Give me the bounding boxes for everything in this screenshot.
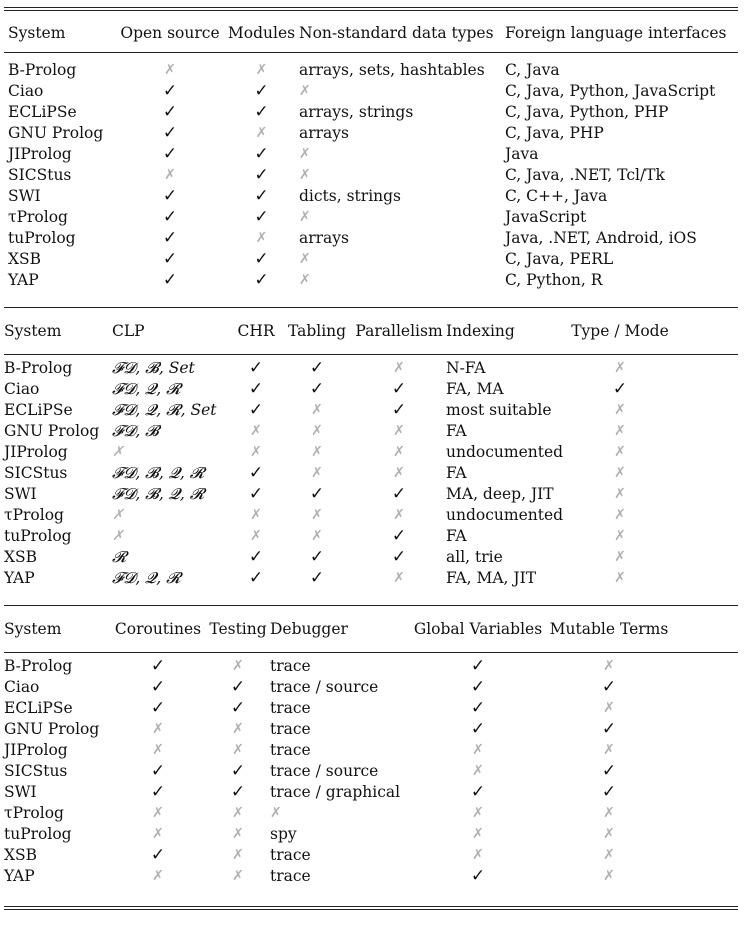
mutable-terms-mark: ✓: [601, 782, 617, 802]
system-name: SICStus: [8, 166, 72, 184]
parallelism-mark: ✗: [393, 570, 405, 586]
indexing-cell: N-FA: [446, 359, 486, 377]
modules-mark: ✓: [254, 102, 269, 122]
clp-cell: 𝓕𝓓, 𝓑, 𝓠, 𝓡: [112, 464, 205, 482]
open-source-mark: ✓: [162, 249, 178, 269]
coroutines-mark: ✗: [152, 742, 164, 758]
indexing-cell: MA, deep, JIT: [446, 485, 554, 503]
system-name: GNU Prolog: [4, 422, 100, 440]
mutable-terms-mark: ✗: [603, 742, 615, 758]
top-rule: [4, 7, 738, 8]
coroutines-mark: ✗: [152, 805, 164, 821]
type-mode-mark: ✗: [614, 507, 626, 523]
data-types-cell: arrays: [299, 124, 350, 142]
coroutines-mark: ✓: [150, 656, 166, 676]
clp-cell: 𝓕𝓓, 𝓑, 𝓠, 𝓡: [112, 485, 205, 503]
global-variables-mark: ✗: [472, 805, 484, 821]
data-types-cell: ✗: [299, 209, 311, 225]
system-name: YAP: [8, 271, 39, 289]
system-name: τProlog: [4, 506, 64, 524]
debugger-cell: trace: [270, 741, 311, 759]
system-name: SICStus: [4, 464, 68, 482]
table-row: [4, 207, 738, 228]
header-type-mode: Type / Mode: [571, 322, 669, 340]
type-mode-mark: ✗: [614, 465, 626, 481]
open-source-mark: ✓: [162, 102, 178, 122]
global-variables-mark: ✓: [470, 677, 486, 697]
chr-mark: ✓: [248, 358, 264, 378]
indexing-cell: undocumented: [446, 506, 564, 524]
global-variables-mark: ✗: [472, 763, 484, 779]
modules-mark: ✓: [254, 165, 269, 185]
debugger-cell: ✗: [270, 805, 282, 821]
open-source-mark: ✓: [162, 207, 178, 227]
clp-cell: ✗: [112, 528, 124, 544]
tools-table: [4, 614, 738, 887]
debugger-cell: spy: [270, 825, 297, 843]
system-name: JIProlog: [8, 145, 72, 163]
debugger-cell: trace: [270, 657, 311, 675]
table-row: [4, 463, 738, 484]
testing-mark: ✗: [232, 826, 244, 842]
system-name: YAP: [4, 569, 35, 587]
header-clp: CLP: [112, 322, 145, 340]
system-name: XSB: [8, 250, 42, 268]
header-coroutines: Coroutines: [114, 620, 202, 638]
indexing-cell: FA, MA: [446, 380, 504, 398]
tabling-mark: ✓: [309, 484, 325, 504]
global-variables-mark: ✓: [470, 698, 486, 718]
modules-mark: ✓: [254, 144, 269, 164]
open-source-mark: ✓: [162, 81, 178, 101]
header-tabling: Tabling: [287, 322, 347, 340]
parallelism-mark: ✓: [391, 547, 407, 567]
bottom-rule: [4, 906, 738, 907]
open-source-mark: ✗: [164, 62, 176, 78]
tabling-mark: ✓: [309, 547, 325, 567]
header-system: System: [4, 322, 62, 340]
chr-mark: ✗: [250, 528, 262, 544]
header-modules: Modules: [227, 24, 296, 42]
parallelism-mark: ✗: [393, 444, 405, 460]
table-row: [4, 186, 738, 207]
mutable-terms-mark: ✗: [603, 868, 615, 884]
data-types-cell: arrays, strings: [299, 103, 414, 121]
parallelism-mark: ✗: [393, 465, 405, 481]
tabling-mark: ✗: [311, 528, 323, 544]
debugger-cell: trace: [270, 846, 311, 864]
clp-cell: 𝓕𝓓, 𝓑: [112, 422, 159, 440]
modules-mark: ✓: [254, 81, 269, 101]
system-name: τProlog: [4, 804, 64, 822]
open-source-mark: ✗: [164, 167, 176, 183]
data-types-cell: ✗: [299, 167, 311, 183]
testing-mark: ✓: [230, 761, 246, 781]
header-parallelism: Parallelism: [355, 322, 443, 340]
tabling-mark: ✗: [311, 444, 323, 460]
modules-mark: ✓: [254, 270, 269, 290]
system-name: XSB: [4, 548, 38, 566]
open-source-mark: ✓: [162, 144, 178, 164]
header-mutable-terms: Mutable Terms: [549, 620, 669, 638]
header-fli: Foreign language interfaces: [505, 24, 727, 42]
table-row: [4, 644, 738, 677]
table-row: [4, 144, 738, 165]
coroutines-mark: ✗: [152, 826, 164, 842]
header-debugger: Debugger: [270, 620, 348, 638]
tabling-mark: ✓: [309, 379, 325, 399]
global-variables-mark: ✓: [470, 866, 486, 886]
type-mode-mark: ✗: [614, 444, 626, 460]
mutable-terms-mark: ✗: [603, 826, 615, 842]
fli-cell: Java: [505, 145, 539, 163]
tabling-mark: ✗: [311, 465, 323, 481]
global-variables-mark: ✓: [470, 782, 486, 802]
chr-mark: ✗: [250, 507, 262, 523]
clp-cell: 𝓕𝓓, 𝓑, Set: [112, 359, 195, 377]
global-variables-mark: ✗: [472, 847, 484, 863]
table-row: [4, 270, 738, 291]
parallelism-mark: ✓: [391, 379, 407, 399]
mutable-terms-mark: ✓: [601, 677, 617, 697]
system-name: SWI: [8, 187, 41, 205]
indexing-cell: FA: [446, 527, 467, 545]
table-row: [4, 568, 738, 589]
system-name: SICStus: [4, 762, 68, 780]
system-name: SWI: [4, 783, 37, 801]
chr-mark: ✓: [248, 463, 264, 483]
mutable-terms-mark: ✓: [601, 719, 617, 739]
coroutines-mark: ✓: [150, 698, 166, 718]
table2-top-rule: [4, 307, 738, 308]
table-row: [4, 81, 738, 102]
fli-cell: Java, .NET, Android, iOS: [505, 229, 697, 247]
table-row: [4, 866, 738, 887]
top-rule-inner: [4, 10, 738, 11]
coroutines-mark: ✗: [152, 868, 164, 884]
testing-mark: ✓: [230, 782, 246, 802]
parallelism-mark: ✓: [391, 400, 407, 420]
data-types-cell: ✗: [299, 272, 311, 288]
system-name: ECLiPSe: [4, 699, 73, 717]
table-row: [4, 677, 738, 698]
system-name: τProlog: [8, 208, 68, 226]
system-name: GNU Prolog: [8, 124, 104, 142]
open-source-mark: ✓: [162, 228, 178, 248]
clp-cell: 𝓕𝓓, 𝓠, 𝓡: [112, 569, 181, 587]
system-name: Ciao: [4, 380, 40, 398]
tabling-mark: ✗: [311, 423, 323, 439]
header-indexing: Indexing: [446, 322, 515, 340]
clp-cell: ✗: [112, 444, 124, 460]
chr-mark: ✗: [250, 423, 262, 439]
testing-mark: ✗: [232, 742, 244, 758]
clp-cell: ✗: [112, 507, 124, 523]
parallelism-mark: ✗: [393, 507, 405, 523]
table-row: [4, 845, 738, 866]
header-open-source: Open source: [120, 24, 220, 42]
indexing-cell: FA, MA, JIT: [446, 569, 537, 587]
system-name: tuProlog: [4, 825, 72, 843]
extensions-header-row: [4, 316, 738, 346]
chr-mark: ✓: [248, 547, 264, 567]
global-variables-mark: ✗: [472, 742, 484, 758]
header-data-types: Non-standard data types: [299, 24, 494, 42]
table3-top-rule: [4, 605, 738, 606]
mutable-terms-mark: ✗: [603, 805, 615, 821]
table-row: [4, 526, 738, 547]
table-row: [4, 165, 738, 186]
header-testing: Testing: [209, 620, 267, 638]
global-variables-mark: ✓: [470, 719, 486, 739]
data-types-cell: arrays, sets, hashtables: [299, 61, 485, 79]
header-chr: CHR: [237, 322, 275, 340]
table-row: [4, 379, 738, 400]
modules-mark: ✓: [254, 249, 269, 269]
table3-header-rule: [4, 652, 738, 653]
coroutines-mark: ✓: [150, 761, 166, 781]
coroutines-mark: ✓: [150, 677, 166, 697]
data-types-cell: ✗: [299, 251, 311, 267]
table-row: [4, 249, 738, 270]
table-row: [4, 824, 738, 845]
table-row: [4, 740, 738, 761]
mutable-terms-mark: ✗: [603, 847, 615, 863]
open-source-mark: ✓: [162, 123, 178, 143]
features-header-row: [4, 18, 738, 48]
system-name: Ciao: [8, 82, 44, 100]
table-row: [4, 484, 738, 505]
debugger-cell: trace: [270, 720, 311, 738]
system-name: tuProlog: [4, 527, 72, 545]
system-name: YAP: [4, 867, 35, 885]
tabling-mark: ✗: [311, 507, 323, 523]
table-row: [4, 698, 738, 719]
table-row: [4, 719, 738, 740]
coroutines-mark: ✓: [150, 782, 166, 802]
fli-cell: C, Java, .NET, Tcl/Tk: [505, 166, 665, 184]
system-name: JIProlog: [4, 443, 68, 461]
debugger-cell: trace: [270, 867, 311, 885]
table-row: [4, 102, 738, 123]
table-row: [4, 346, 738, 379]
parallelism-mark: ✗: [393, 423, 405, 439]
fli-cell: C, Java, Python, JavaScript: [505, 82, 716, 100]
features-table: [4, 18, 738, 291]
system-name: XSB: [4, 846, 38, 864]
tabling-mark: ✗: [311, 402, 323, 418]
table-row: [4, 421, 738, 442]
global-variables-mark: ✗: [472, 826, 484, 842]
extensions-table: [4, 316, 738, 589]
testing-mark: ✗: [232, 847, 244, 863]
type-mode-mark: ✗: [614, 570, 626, 586]
type-mode-mark: ✗: [614, 402, 626, 418]
tabling-mark: ✓: [309, 358, 325, 378]
debugger-cell: trace: [270, 699, 311, 717]
type-mode-mark: ✗: [614, 486, 626, 502]
mutable-terms-mark: ✗: [603, 700, 615, 716]
data-types-cell: ✗: [299, 146, 311, 162]
table-row: [4, 782, 738, 803]
indexing-cell: most suitable: [446, 401, 552, 419]
chr-mark: ✓: [248, 379, 264, 399]
table-row: [4, 123, 738, 144]
mutable-terms-mark: ✓: [601, 761, 617, 781]
table1-header-rule: [4, 52, 738, 53]
type-mode-mark: ✓: [612, 379, 628, 399]
data-types-cell: dicts, strings: [299, 187, 402, 205]
bottom-rule-inner: [4, 909, 738, 910]
chr-mark: ✗: [250, 444, 262, 460]
fli-cell: C, Java: [505, 61, 560, 79]
fli-cell: JavaScript: [505, 208, 587, 226]
data-types-cell: arrays: [299, 229, 350, 247]
coroutines-mark: ✓: [150, 845, 166, 865]
modules-mark: ✗: [255, 62, 268, 78]
header-system: System: [8, 24, 66, 42]
system-name: GNU Prolog: [4, 720, 100, 738]
tabling-mark: ✓: [309, 568, 325, 588]
table-row: [4, 803, 738, 824]
indexing-cell: undocumented: [446, 443, 564, 461]
testing-mark: ✗: [232, 805, 244, 821]
modules-mark: ✗: [255, 125, 268, 141]
modules-mark: ✓: [254, 207, 269, 227]
tools-header-row: [4, 614, 738, 644]
table2-header-rule: [4, 354, 738, 355]
type-mode-mark: ✗: [614, 549, 626, 565]
table-row: [4, 761, 738, 782]
fli-cell: C, C++, Java: [505, 187, 608, 205]
indexing-cell: FA: [446, 464, 467, 482]
debugger-cell: trace / source: [270, 762, 379, 780]
parallelism-mark: ✓: [391, 526, 407, 546]
open-source-mark: ✓: [162, 270, 178, 290]
fli-cell: C, Java, Python, PHP: [505, 103, 669, 121]
indexing-cell: all, trie: [446, 548, 503, 566]
system-name: JIProlog: [4, 741, 68, 759]
chr-mark: ✓: [248, 400, 264, 420]
clp-cell: 𝓡: [112, 548, 127, 566]
testing-mark: ✓: [230, 698, 246, 718]
system-name: Ciao: [4, 678, 40, 696]
clp-cell: 𝓕𝓓, 𝓠, 𝓡: [112, 380, 181, 398]
testing-mark: ✗: [232, 658, 244, 674]
testing-mark: ✗: [232, 721, 244, 737]
indexing-cell: FA: [446, 422, 467, 440]
parallelism-mark: ✓: [391, 484, 407, 504]
type-mode-mark: ✗: [614, 423, 626, 439]
header-global-variables: Global Variables: [413, 620, 543, 638]
system-name: tuProlog: [8, 229, 76, 247]
testing-mark: ✓: [230, 677, 246, 697]
type-mode-mark: ✗: [614, 360, 626, 376]
parallelism-mark: ✗: [393, 360, 405, 376]
system-name: ECLiPSe: [8, 103, 77, 121]
table-row: [4, 400, 738, 421]
debugger-cell: trace / source: [270, 678, 379, 696]
open-source-mark: ✓: [162, 186, 178, 206]
testing-mark: ✗: [232, 868, 244, 884]
table-row: [4, 547, 738, 568]
table-row: [4, 228, 738, 249]
system-name: B-Prolog: [4, 359, 73, 377]
fli-cell: C, Java, PERL: [505, 250, 614, 268]
chr-mark: ✓: [248, 568, 264, 588]
chr-mark: ✓: [248, 484, 264, 504]
mutable-terms-mark: ✗: [603, 658, 615, 674]
fli-cell: C, Java, PHP: [505, 124, 604, 142]
modules-mark: ✓: [254, 186, 269, 206]
debugger-cell: trace / graphical: [270, 783, 401, 801]
type-mode-mark: ✗: [614, 528, 626, 544]
system-name: B-Prolog: [8, 61, 77, 79]
system-name: B-Prolog: [4, 657, 73, 675]
table-row: [4, 442, 738, 463]
coroutines-mark: ✗: [152, 721, 164, 737]
modules-mark: ✗: [255, 230, 268, 246]
header-system: System: [4, 620, 62, 638]
data-types-cell: ✗: [299, 83, 311, 99]
clp-cell: 𝓕𝓓, 𝓠, 𝓡, Set: [112, 401, 217, 419]
system-name: SWI: [4, 485, 37, 503]
global-variables-mark: ✓: [470, 656, 486, 676]
system-name: ECLiPSe: [4, 401, 73, 419]
table-row: [4, 505, 738, 526]
fli-cell: C, Python, R: [505, 271, 603, 289]
